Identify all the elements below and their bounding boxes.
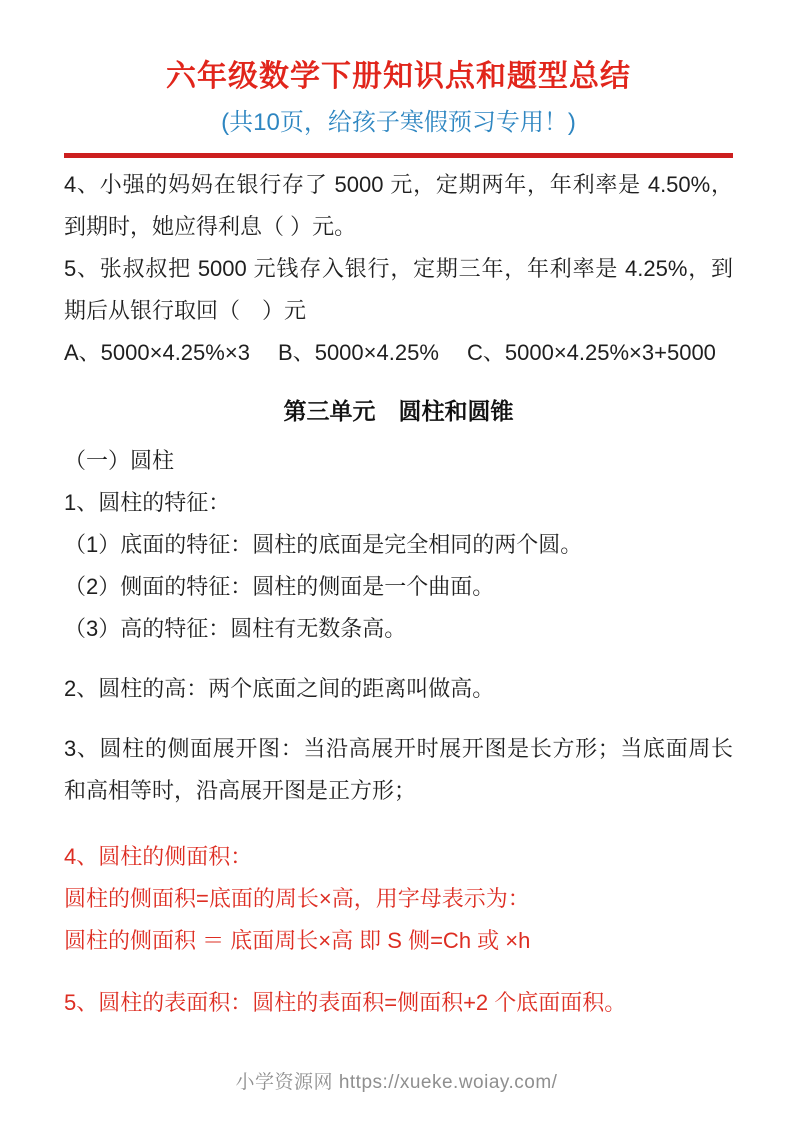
document-body bbox=[64, 164, 733, 1024]
point-1-2-side-feature: （2）侧面的特征：圆柱的侧面是一个曲面。 bbox=[64, 574, 495, 599]
question-5-options: A、5000×4.25%×3 B、5000×4.25% C、5000×4.25%×3+5000 bbox=[64, 340, 716, 365]
footer-credit: 小学资源网 https://xueke.woiay.com/ bbox=[235, 1072, 558, 1093]
point-2-cylinder-height: 2、圆柱的高：两个底面之间的距离叫做高。 bbox=[64, 676, 495, 701]
point-1-1-base-feature: （1）底面的特征：圆柱的底面是完全相同的两个圆。 bbox=[64, 532, 583, 557]
point-1-cylinder-features: 1、圆柱的特征： bbox=[64, 490, 231, 515]
point-4-lateral-area-formula: 圆柱的侧面积 ＝ 底面周长×高 即 S 侧=Ch 或 ×h bbox=[64, 928, 531, 953]
point-5-surface-area: 5、圆柱的表面积：圆柱的表面积=侧面积+2 个底面面积。 bbox=[64, 990, 627, 1015]
page-title: 六年级数学下册知识点和题型总结 bbox=[166, 60, 631, 93]
point-4-lateral-area-rule: 圆柱的侧面积=底面的周长×高，用字母表示为： bbox=[64, 886, 530, 911]
point-4-lateral-area-title: 4、圆柱的侧面积： bbox=[64, 844, 253, 869]
question-4: 4、小强的妈妈在银行存了 5000 元，定期两年，年利率是 4.50%，到期时，她应得利息（ ）元。 bbox=[64, 172, 733, 239]
red-double-divider bbox=[64, 153, 733, 158]
point-3-side-unfold: 3、圆柱的侧面展开图：当沿高展开时展开图是长方形；当底面周长和高相等时，沿高展开图是正方形； bbox=[64, 736, 733, 803]
point-1-3-height-feature: （3）高的特征：圆柱有无数条高。 bbox=[64, 616, 407, 641]
subsection-cylinder: （一）圆柱 bbox=[64, 448, 175, 473]
question-5: 5、张叔叔把 5000 元钱存入银行，定期三年，年利率是 4.25%，到期后从银行取回（ ）元 bbox=[64, 256, 733, 323]
page-subtitle: (共10页，给孩子寒假预习专用！) bbox=[221, 109, 576, 136]
section-heading-unit3: 第三单元 圆柱和圆锥 bbox=[283, 398, 514, 424]
